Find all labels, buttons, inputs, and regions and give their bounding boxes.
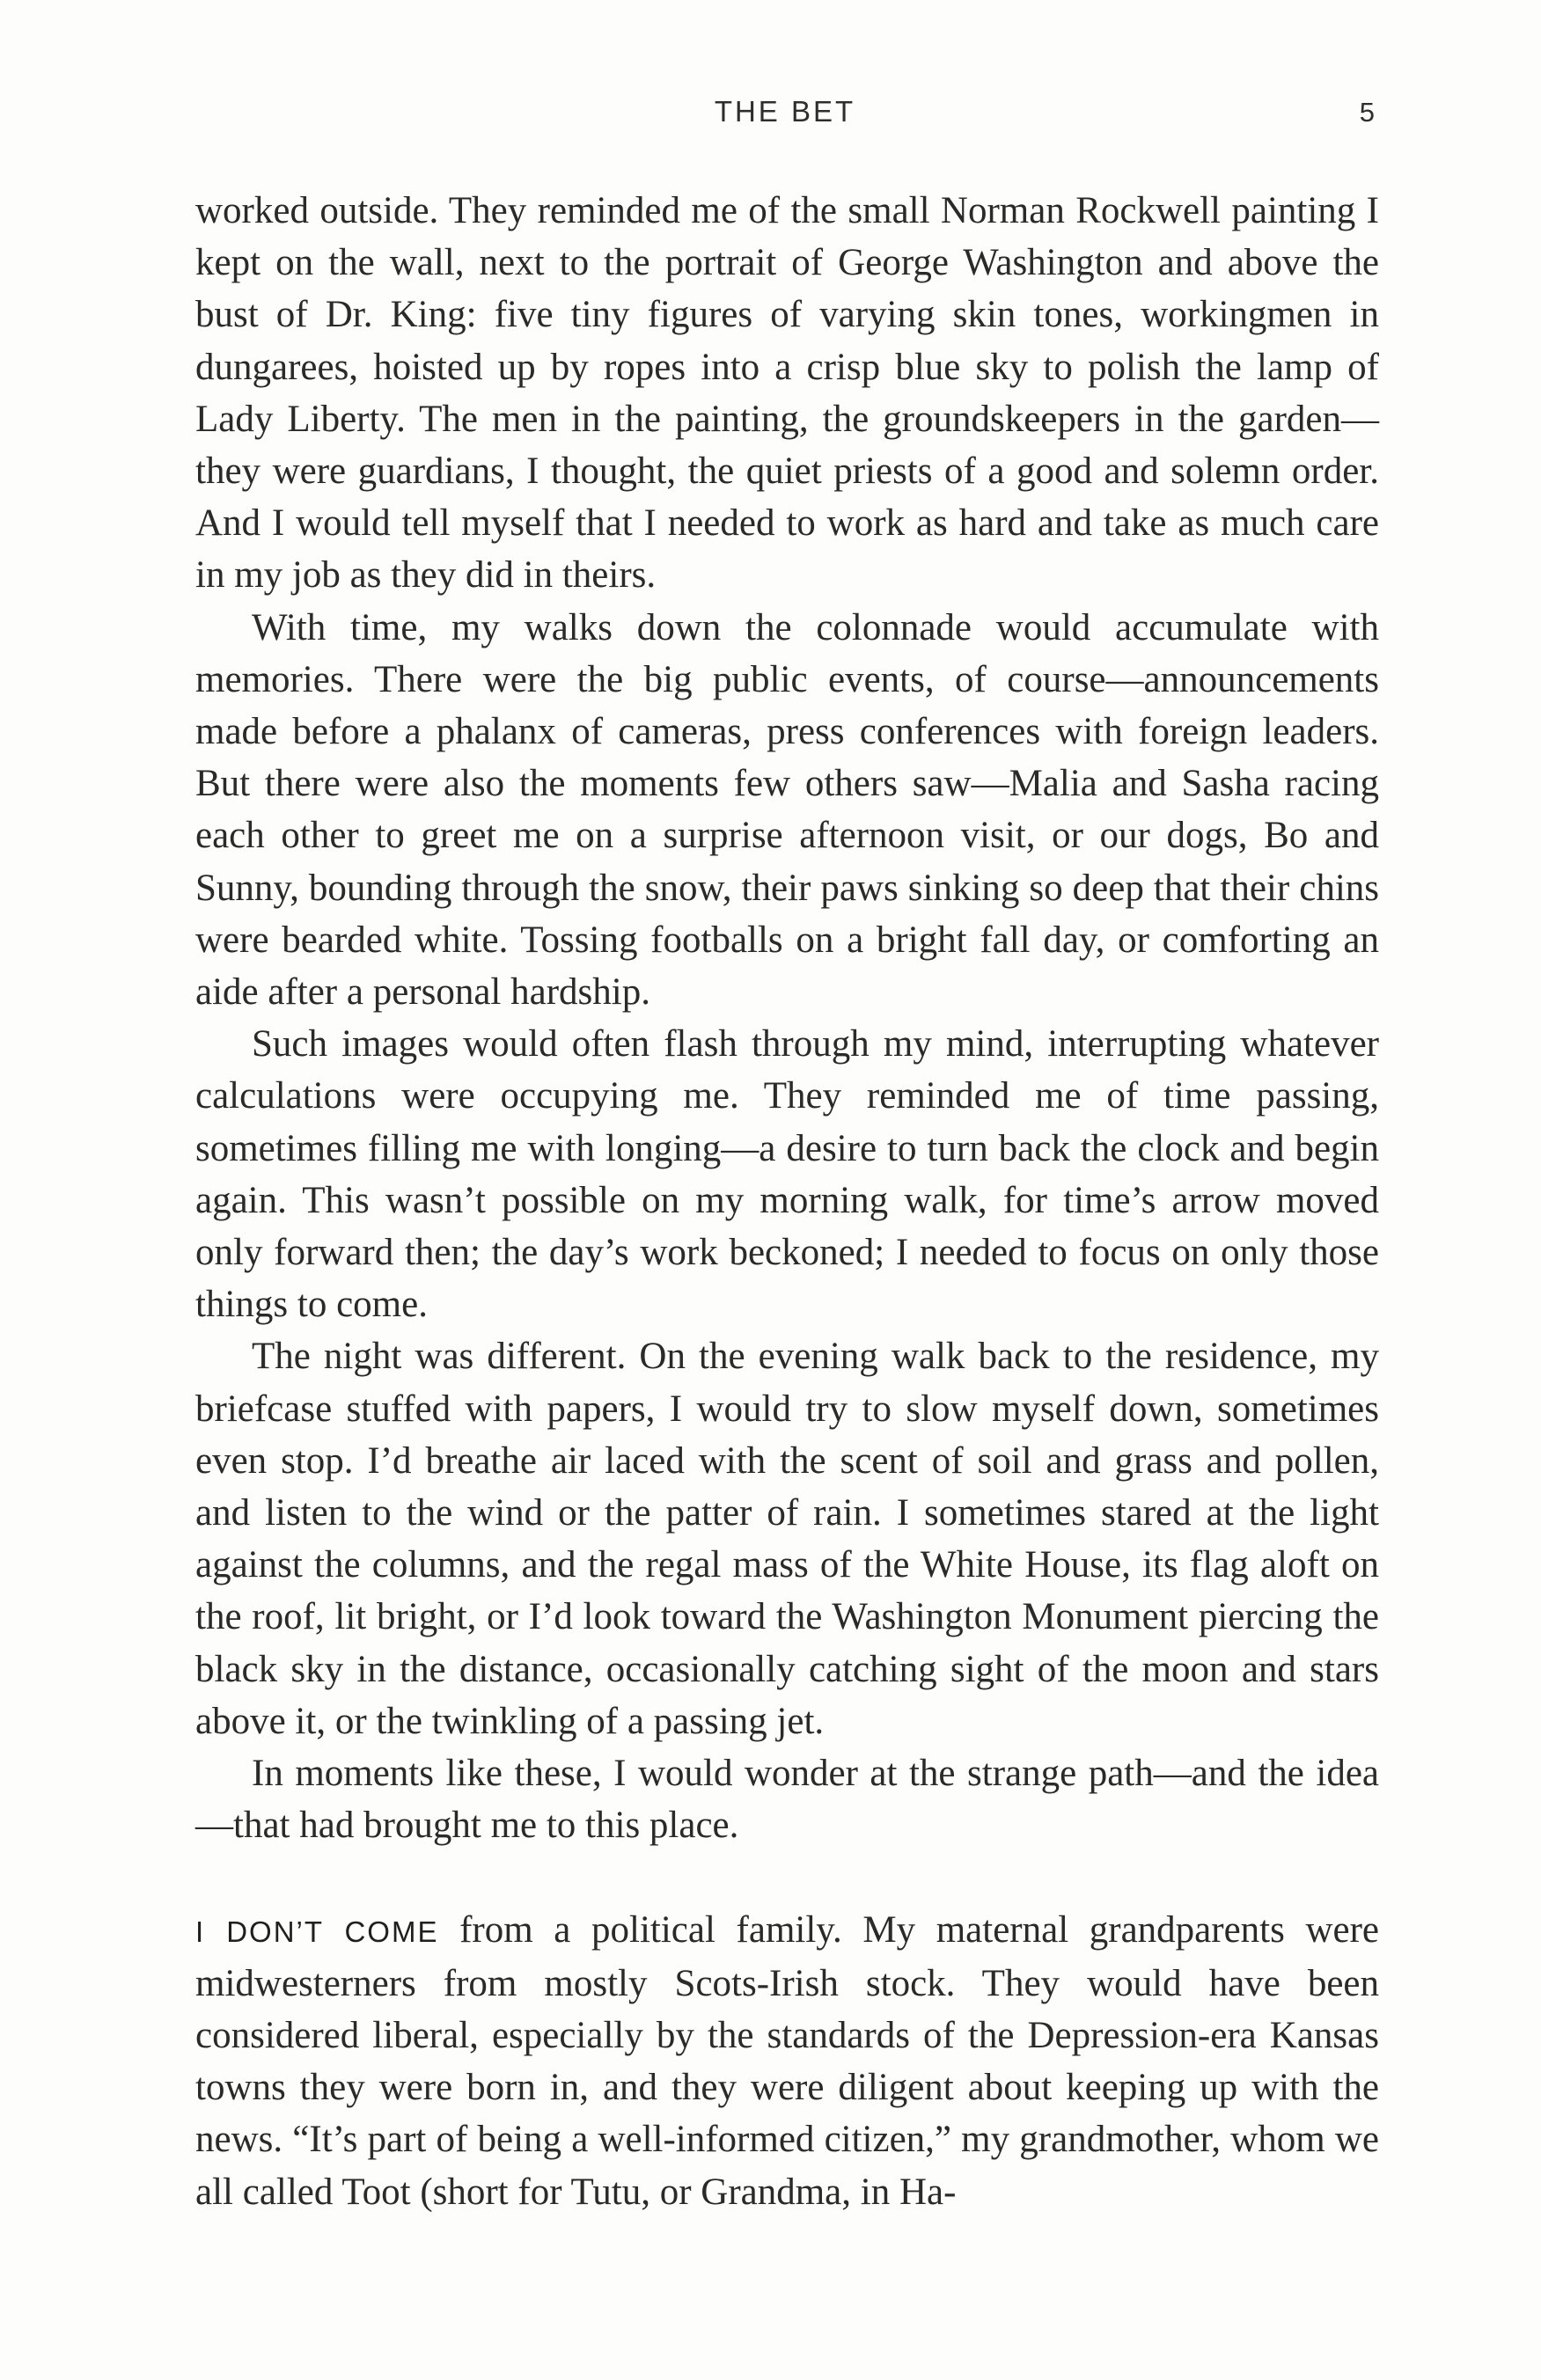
section-lead-in: I DON’T COME <box>195 1915 439 1948</box>
running-head <box>195 95 1375 139</box>
section-paragraph <box>195 1904 1379 2218</box>
running-title: THE BET <box>714 95 856 128</box>
body-text <box>195 185 1379 2218</box>
paragraph-5: In moments like these, I would wonder at the strange path—and the idea—that had brought me to this place. <box>195 1753 1379 1847</box>
paragraph-4: The night was different. On the evening walk back to the residence, my briefcase stuffed with papers, I would try to slow myself down, sometimes even stop. I’d breathe air laced with the scent of soil and grass and pollen, and listen to the wind or the patter of rain. I sometimes stared at the light against the columns, and the regal mass of the White House, its flag aloft on the roof, lit bright, or I’d look toward the Washington Monument piercing the black sky in the distance, occasionally catching sight of the moon and stars above it, or the twinkling of a passing jet. <box>195 1336 1379 1742</box>
page-number: 5 <box>1359 97 1375 128</box>
paragraph-3: Such images would often flash through my mind, interrupting whatever calculations were occupying me. They reminded me of time passing, sometimes filling me with longing—a desire to turn back the clock and begin again. This wasn’t possible on my morning walk, for time’s arrow moved only forward then; the day’s work beckoned; I needed to focus on only those things to come. <box>195 1023 1379 1326</box>
paragraph-1: worked outside. They reminded me of the small Norman Rockwell painting I kept on the wall, next to the portrait of George Washington and above the bust of Dr. King: five tiny figures of varying skin tones, workingmen in dungarees, hoisted up by ropes into a crisp blue sky to polish the lamp of Lady Liberty. The men in the painting, the groundskeepers in the garden—they were guardians, I thought, the quiet priests of a good and solemn order. And I would tell myself that I needed to work as hard and take as much care in my job as they did in theirs. <box>195 190 1379 597</box>
section-paragraph-text: from a political family. My maternal grandparents were midwesterners from mostly Scots-Irish stock. They would have been considered liberal, especially by the standards of the Depression-era Kansas towns they were born in, and they were diligent about keeping up with the news. “It’s part of being a well-informed citizen,” my grandmother, whom we all called Toot (short for Tutu, or Grandma, in Ha- <box>195 1908 1379 2213</box>
paragraph-2: With time, my walks down the colonnade would accumulate with memories. There were the big public events, of course—announcements made before a phalanx of cameras, press conferences with foreign leaders. But there were also the moments few others saw—Malia and Sasha racing each other to greet me on a surprise afternoon visit, or our dogs, Bo and Sunny, bounding through the snow, their paws sinking so deep that their chins were bearded white. Tossing footballs on a bright fall day, or comforting an aide after a personal hardship. <box>195 606 1379 1014</box>
